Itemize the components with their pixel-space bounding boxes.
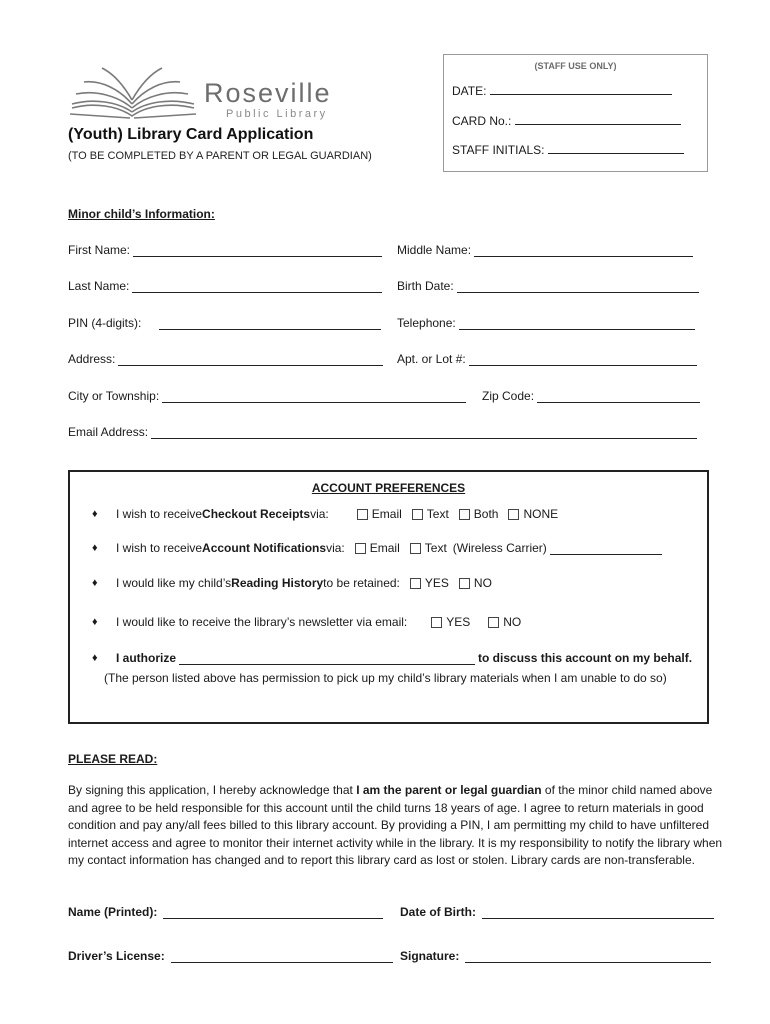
authorized-person-line[interactable] bbox=[179, 652, 475, 665]
staff-initials-field[interactable] bbox=[452, 141, 684, 157]
birth-date-line[interactable] bbox=[457, 280, 699, 293]
staff-card-line[interactable] bbox=[515, 112, 681, 125]
first-name-line[interactable] bbox=[133, 244, 382, 257]
checkbox-label: NONE bbox=[523, 507, 559, 521]
checkbox-icon[interactable] bbox=[412, 509, 423, 520]
staff-date-label: DATE: bbox=[452, 84, 487, 98]
name-printed-line[interactable] bbox=[163, 906, 383, 919]
staff-use-box bbox=[443, 54, 708, 172]
page-title: (Youth) Library Card Application bbox=[68, 126, 314, 143]
last-name-label: Last Name: bbox=[68, 279, 130, 293]
name-printed-field[interactable] bbox=[68, 905, 383, 919]
bullet-icon: ♦ bbox=[92, 652, 98, 664]
authorize-row bbox=[92, 651, 692, 665]
pin-field[interactable] bbox=[68, 316, 381, 330]
pref-text: I would like to receive the library’s newsletter via email: bbox=[116, 615, 408, 629]
checkbox-label: NO bbox=[473, 576, 492, 590]
address-field[interactable] bbox=[68, 352, 383, 366]
checkbox-label: Email bbox=[371, 507, 402, 521]
newsletter-yes-checkbox[interactable] bbox=[431, 615, 470, 629]
telephone-line[interactable] bbox=[459, 317, 695, 330]
authorize-note: (The person listed above has permission to pick up my child’s library materials when I am unable to do so) bbox=[104, 671, 667, 685]
city-field[interactable] bbox=[68, 389, 466, 403]
receipts-none-checkbox[interactable] bbox=[508, 507, 558, 521]
authorize-text-end: to discuss this account on my behalf. bbox=[478, 651, 693, 665]
newsletter-row bbox=[92, 615, 521, 629]
logo-name: Roseville bbox=[204, 78, 332, 108]
signature-line[interactable] bbox=[465, 950, 711, 963]
email-label: Email Address: bbox=[68, 425, 149, 439]
checkbox-label: Email bbox=[369, 541, 400, 555]
authorize-text: I authorize bbox=[116, 651, 177, 665]
page-subtitle: (TO BE COMPLETED BY A PARENT OR LEGAL GUARDIAN) bbox=[68, 150, 372, 162]
pref-bold-text: Checkout Receipts bbox=[202, 507, 311, 521]
wireless-carrier-line[interactable] bbox=[550, 542, 662, 555]
checkbox-icon[interactable] bbox=[357, 509, 368, 520]
receipts-text-checkbox[interactable] bbox=[412, 507, 449, 521]
telephone-label: Telephone: bbox=[397, 316, 456, 330]
logo-subtitle: Public Library bbox=[226, 108, 328, 120]
minor-info-heading: Minor child’s Information: bbox=[68, 207, 215, 221]
signature-label: Signature: bbox=[400, 949, 460, 963]
read-text: By signing this application, I hereby acknowledge that bbox=[68, 783, 357, 797]
email-field[interactable] bbox=[68, 425, 697, 439]
first-name-label: First Name: bbox=[68, 243, 131, 257]
staff-date-field[interactable] bbox=[452, 82, 672, 98]
read-bold-text: I am the parent or legal guardian bbox=[356, 783, 542, 797]
please-read-body bbox=[68, 782, 728, 870]
pref-text: via: bbox=[326, 541, 345, 555]
dob-label: Date of Birth: bbox=[400, 905, 476, 919]
checkbox-icon[interactable] bbox=[488, 617, 499, 628]
last-name-line[interactable] bbox=[132, 280, 382, 293]
license-line[interactable] bbox=[171, 950, 393, 963]
first-name-field[interactable] bbox=[68, 243, 382, 257]
apt-line[interactable] bbox=[469, 353, 697, 366]
checkbox-icon[interactable] bbox=[410, 543, 421, 554]
notifications-email-checkbox[interactable] bbox=[355, 541, 400, 555]
bullet-icon: ♦ bbox=[92, 577, 98, 589]
name-printed-label: Name (Printed): bbox=[68, 905, 158, 919]
staff-heading: (STAFF USE ONLY) bbox=[534, 61, 617, 71]
address-line[interactable] bbox=[118, 353, 383, 366]
account-preferences-box bbox=[68, 470, 709, 724]
open-book-icon bbox=[68, 64, 198, 120]
pref-bold-text: Reading History bbox=[231, 576, 324, 590]
wireless-carrier-label: (Wireless Carrier) bbox=[452, 541, 547, 555]
zip-field[interactable] bbox=[482, 389, 700, 403]
zip-label: Zip Code: bbox=[482, 389, 535, 403]
read-text: of the minor child named above and agree to be held responsible for this account until the child turns 18 years of age. I agree to return materials in good condition and pay any/all fees billed to this library account. By providing a PIN, I am permitting my child to have unfiltered internet access and agree to monitor their internet activity while in the library. It is my responsibility to notify the library when my contact information has changed and to report this library card as lost or stolen. Library cards are non-transferable. bbox=[68, 783, 723, 867]
drivers-license-field[interactable] bbox=[68, 949, 393, 963]
birth-date-label: Birth Date: bbox=[397, 279, 454, 293]
staff-initials-label: STAFF INITIALS: bbox=[452, 143, 545, 157]
checkbox-label: NO bbox=[503, 615, 522, 629]
pref-text: via: bbox=[310, 507, 329, 521]
checkout-receipts-row bbox=[92, 507, 558, 521]
checkbox-icon[interactable] bbox=[431, 617, 442, 628]
library-logo bbox=[68, 64, 348, 122]
zip-line[interactable] bbox=[537, 390, 700, 403]
bullet-icon: ♦ bbox=[92, 542, 98, 554]
staff-card-label: CARD No.: bbox=[452, 114, 512, 128]
staff-card-field[interactable] bbox=[452, 112, 681, 128]
birth-date-field[interactable] bbox=[397, 279, 699, 293]
city-line[interactable] bbox=[162, 390, 466, 403]
checkbox-icon[interactable] bbox=[459, 509, 470, 520]
pin-label: PIN (4-digits): bbox=[68, 316, 142, 330]
email-line[interactable] bbox=[151, 426, 697, 439]
checkbox-label: Text bbox=[426, 507, 449, 521]
reading-history-row bbox=[92, 576, 492, 590]
checkbox-label: Text bbox=[424, 541, 447, 555]
dob-line[interactable] bbox=[482, 906, 714, 919]
history-no-checkbox[interactable] bbox=[459, 576, 492, 590]
address-label: Address: bbox=[68, 352, 116, 366]
pref-text: I wish to receive bbox=[116, 507, 203, 521]
checkbox-label: Both bbox=[473, 507, 499, 521]
middle-name-field[interactable] bbox=[397, 243, 693, 257]
apt-field[interactable] bbox=[397, 352, 697, 366]
last-name-field[interactable] bbox=[68, 279, 382, 293]
receipts-email-checkbox[interactable] bbox=[357, 507, 402, 521]
pin-line[interactable] bbox=[159, 317, 381, 330]
staff-initials-line[interactable] bbox=[548, 141, 684, 154]
checkbox-icon[interactable] bbox=[410, 578, 421, 589]
middle-name-label: Middle Name: bbox=[397, 243, 472, 257]
history-yes-checkbox[interactable] bbox=[410, 576, 449, 590]
checkbox-icon[interactable] bbox=[459, 578, 470, 589]
pref-text: to be retained: bbox=[323, 576, 400, 590]
city-label: City or Township: bbox=[68, 389, 160, 403]
apt-label: Apt. or Lot #: bbox=[397, 352, 466, 366]
pref-text: I would like my child’s bbox=[116, 576, 232, 590]
please-read-heading: PLEASE READ: bbox=[68, 752, 158, 766]
bullet-icon: ♦ bbox=[92, 508, 98, 520]
checkbox-label: YES bbox=[424, 576, 449, 590]
staff-date-line[interactable] bbox=[490, 82, 672, 95]
pref-text: I wish to receive bbox=[116, 541, 203, 555]
newsletter-no-checkbox[interactable] bbox=[488, 615, 521, 629]
license-label: Driver’s License: bbox=[68, 949, 165, 963]
pref-bold-text: Account Notifications bbox=[202, 541, 327, 555]
date-of-birth-field[interactable] bbox=[400, 905, 714, 919]
receipts-both-checkbox[interactable] bbox=[459, 507, 499, 521]
account-notifications-row bbox=[92, 541, 665, 555]
bullet-icon: ♦ bbox=[92, 616, 98, 628]
account-preferences-heading: ACCOUNT PREFERENCES bbox=[311, 481, 466, 495]
checkbox-icon[interactable] bbox=[508, 509, 519, 520]
signature-field[interactable] bbox=[400, 949, 711, 963]
middle-name-line[interactable] bbox=[474, 244, 693, 257]
notifications-text-checkbox[interactable] bbox=[410, 541, 447, 555]
checkbox-icon[interactable] bbox=[355, 543, 366, 554]
telephone-field[interactable] bbox=[397, 316, 695, 330]
checkbox-label: YES bbox=[446, 615, 471, 629]
